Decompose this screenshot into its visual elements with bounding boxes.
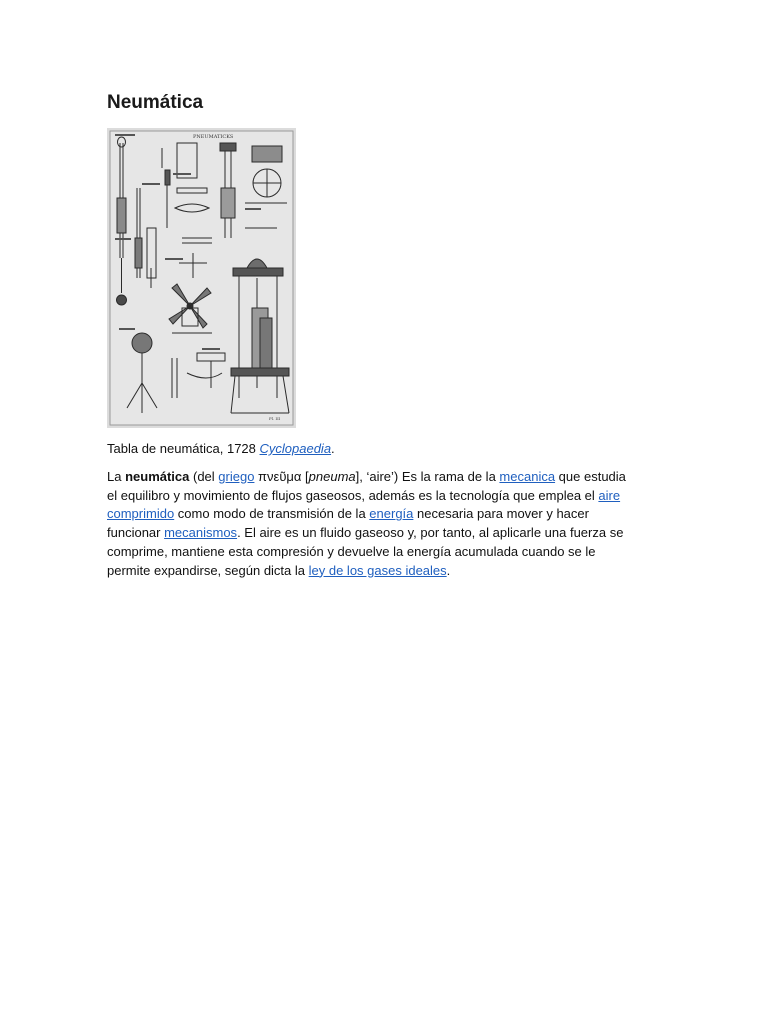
para-text-4: ], ‘aire’) Es la rama de la — [355, 469, 500, 484]
para-text-3: πνεῦμα [ — [254, 469, 309, 484]
para-text-8: . El aire es un fluido gaseoso y, por tanto, al aplicarle una fuerza se comprime, mantiene esta compresión y devuelve la energía acumulada cuando se le permite expandirse, según dicta la — [107, 525, 624, 578]
energia-link[interactable]: energía — [369, 506, 414, 522]
engraving-drawing — [107, 128, 296, 428]
caption-end: . — [331, 441, 335, 456]
plate-number: Pl. III — [269, 416, 281, 421]
griego-link[interactable]: griego — [218, 469, 255, 484]
para-text-7: necesaria para mover y hacer funcionar — [107, 506, 589, 541]
para-text-5: que estudia el equilibro y movimiento de flujos gaseosos, además es la tecnología que emplea el — [107, 469, 626, 503]
para-text-1: La — [107, 469, 126, 484]
bold-term: neumática — [125, 469, 190, 484]
engraving-header: PNEUMATICKS — [193, 134, 234, 140]
page-title: Neumática — [107, 92, 204, 113]
ley-gases-ideales-link[interactable]: ley de los gases ideales — [308, 562, 447, 578]
cyclopaedia-link[interactable]: Cyclopaedia — [259, 441, 332, 456]
intro-paragraph — [107, 468, 637, 580]
para-text-9: . — [446, 562, 451, 578]
caption-text: Tabla de neumática, 1728 — [107, 441, 260, 456]
para-text-2: (del — [189, 469, 219, 484]
mecanica-link[interactable]: mecanica — [499, 469, 556, 484]
mecanismos-link[interactable]: mecanismos — [164, 525, 238, 541]
pneuma-term: pneuma — [308, 469, 356, 484]
para-text-6: como modo de transmisión de la — [174, 506, 370, 522]
figure-caption — [107, 441, 335, 456]
pneumatics-engraving-image — [107, 128, 296, 428]
aire-comprimido-link[interactable]: aire comprimido — [107, 487, 621, 522]
